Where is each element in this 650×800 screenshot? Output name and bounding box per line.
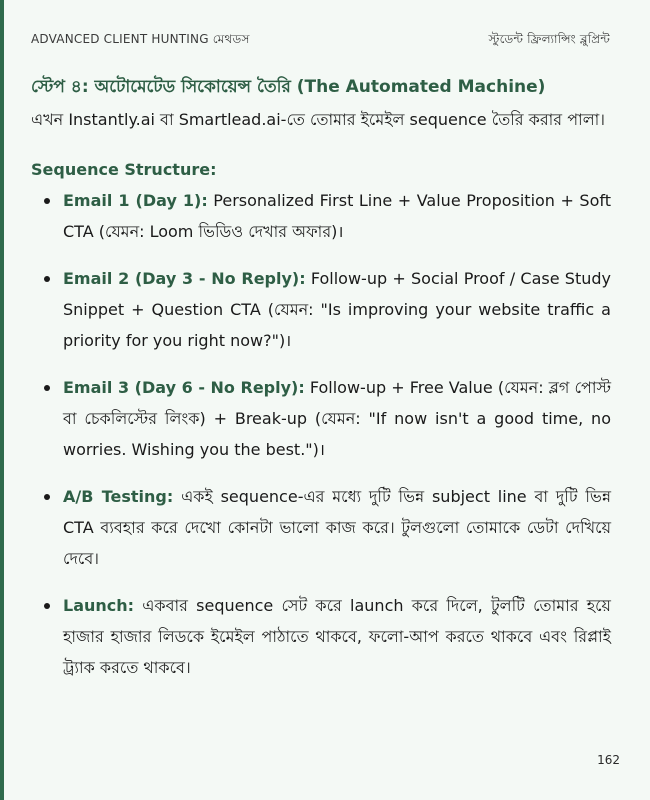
list-item xyxy=(31,481,611,574)
header-book-title: স্টুডেন্ট ফ্রিল্যান্সিং ব্লুপ্রিন্ট xyxy=(488,32,610,46)
page-number: 162 xyxy=(597,753,620,767)
bullet-icon xyxy=(44,603,50,609)
section-heading: Sequence Structure: xyxy=(31,160,217,179)
list-item xyxy=(31,263,611,356)
page-content xyxy=(31,74,611,699)
list-item xyxy=(31,372,611,465)
sequence-list xyxy=(31,185,611,683)
step-title: স্টেপ ৪: অটোমেটেড সিকোয়েন্স তৈরি (The Automated Machine) xyxy=(31,77,546,97)
item-text: Personalized First Line + Value Proposition + Soft CTA (যেমন: Loom ভিডিও দেখার অফার)। xyxy=(63,191,612,241)
intro-paragraph: এখন Instantly.ai বা Smartlead.ai-তে তোমার ইমেইল sequence তৈরি করার পালা। xyxy=(31,110,605,129)
item-label: A/B Testing: xyxy=(63,487,174,506)
item-label: Launch: xyxy=(63,596,135,615)
item-label: Email 3 (Day 6 - No Reply): xyxy=(63,378,305,397)
list-item xyxy=(31,185,611,247)
list-item xyxy=(31,590,611,683)
item-label: Email 1 (Day 1): xyxy=(63,191,208,210)
bullet-icon xyxy=(44,276,50,282)
bullet-icon xyxy=(44,198,50,204)
bullet-icon xyxy=(44,494,50,500)
item-text: একবার sequence সেট করে launch করে দিলে, টুলটি তোমার হয়ে হাজার হাজার লিডকে ইমেইল পাঠাতে থাকবে, ফলো-আপ করতে থাকবে এবং রিপ্লাই ট্র্যাক করতে থাকবে। xyxy=(63,596,611,677)
item-text: একই sequence-এর মধ্যে দুটি ভিন্ন subject line বা দুটি ভিন্ন CTA ব্যবহার করে দেখো কোনটা ভালো কাজ করে। টুলগুলো তোমাকে ডেটা দেখিয়ে দেবে। xyxy=(63,487,611,568)
bullet-icon xyxy=(44,385,50,391)
item-text: Follow-up + Free Value (যেমন: ব্লগ পোস্ট বা চেকলিস্টের লিংক) + Break-up (যেমন: "If now isn't a good time, no worries. Wishing you the best.")। xyxy=(63,378,611,459)
page-header xyxy=(31,31,610,51)
left-accent-bar xyxy=(0,0,4,800)
item-label: Email 2 (Day 3 - No Reply): xyxy=(63,269,306,288)
item-text: Follow-up + Social Proof / Case Study Snippet + Question CTA (যেমন: "Is improving your website traffic a priority for you right now?")। xyxy=(63,269,612,350)
header-chapter-title: ADVANCED CLIENT HUNTING মেথডস xyxy=(31,32,250,46)
